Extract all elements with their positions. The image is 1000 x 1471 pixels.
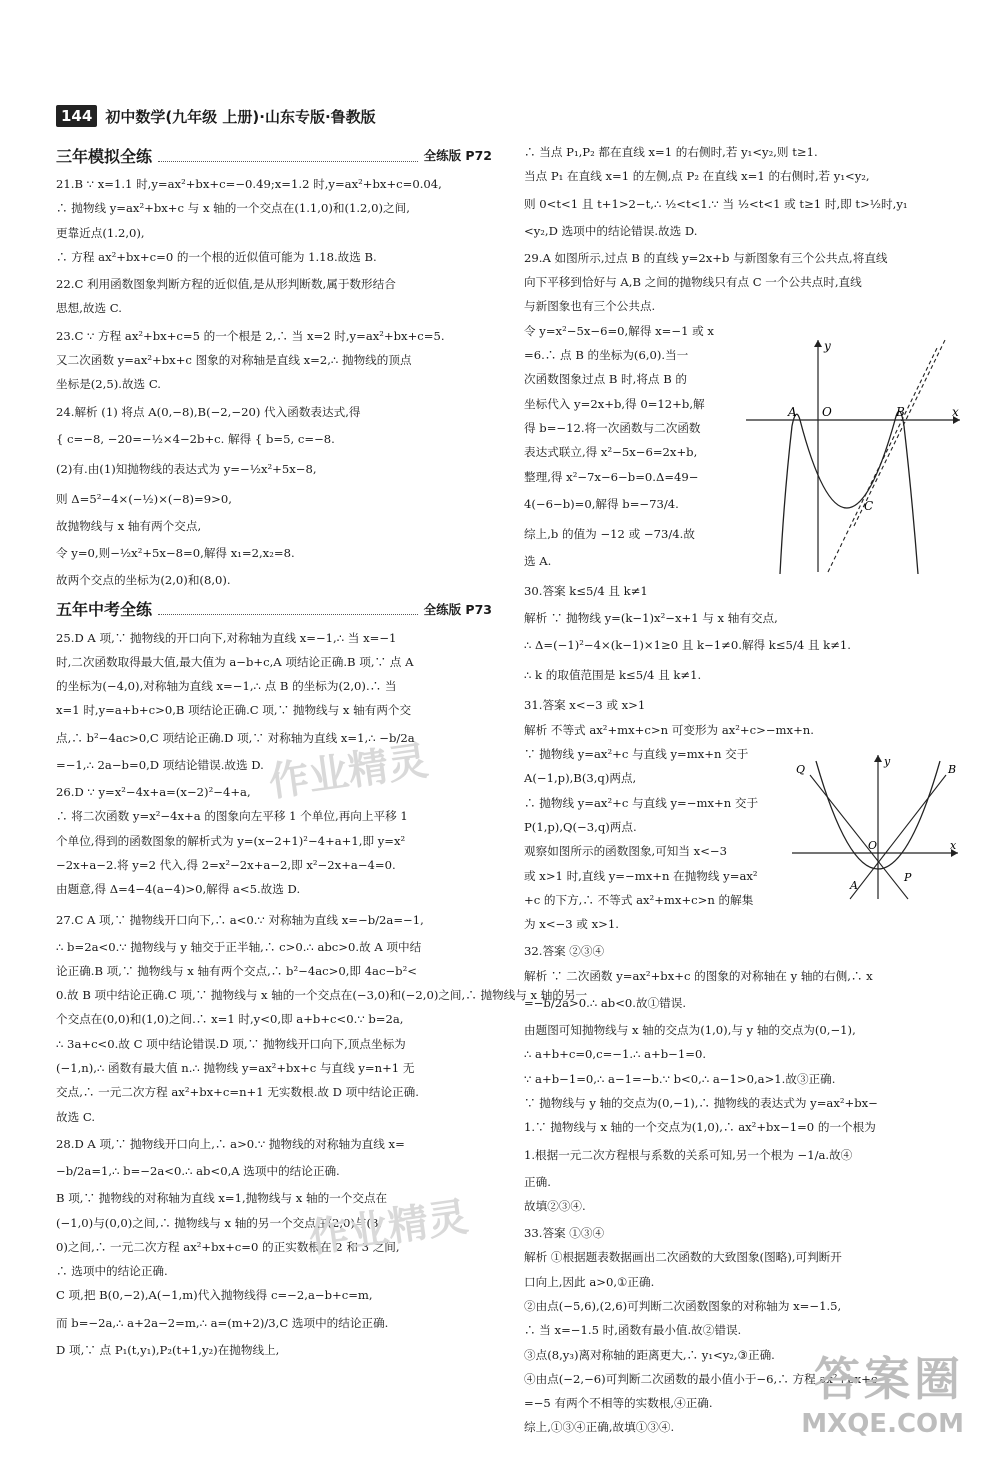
label-b: B	[948, 763, 957, 777]
text-line: 21.B ∵ x=1.1 时,y=ax²+bx+c=−0.49;x=1.2 时,y=ax²+bx+c=0.04,	[56, 177, 442, 191]
text-line: 交点,∴ 一元二次方程 ax²+bx+c=n+1 无实数根.故 D 项中结论正确.	[56, 1085, 419, 1100]
label-y: y	[824, 338, 831, 353]
y-axis-arrow	[814, 340, 822, 347]
problem-22	[56, 272, 492, 321]
problem-24	[56, 400, 492, 593]
text-line: 0)之间,∴ 一元二次方程 ax²+bx+c=0 的正实数根在 2 和 3 之间,	[56, 1239, 400, 1254]
text-line: 30.答案 k≤5/4 且 k≠1	[524, 584, 648, 599]
text-line: 观察如图所示的函数图象,可知当 x<−3	[524, 844, 728, 859]
text-line: 故抛物线与 x 轴有两个交点,	[56, 518, 202, 533]
text-line: 23.C ∵ 方程 ax²+bx+c=5 的一个根是 2,∴ 当 x=2 时,y=ax²+bx+c=5.	[56, 328, 445, 343]
label-y: y	[884, 755, 891, 769]
text-line: 坐标代入 y=2x+b,得 0=12+b,解	[524, 396, 705, 411]
text-line: 故选 C.	[56, 1109, 96, 1124]
site-logo	[801, 1343, 964, 1439]
dotted-leader	[158, 149, 418, 162]
text-line: 解析 不等式 ax²+mx+c>n 可变形为 ax²+c>−mx+n.	[524, 722, 814, 737]
line-q-p	[810, 775, 908, 899]
section-title: 五年中考全练	[56, 600, 153, 620]
text-line: 个单位,得到的函数图象的解析式为 y=(x−2+1)²−4+a+1,即 y=x²	[56, 833, 406, 848]
text-line: 1.∵ 抛物线与 x 轴的一个交点为(1,0),∴ ax²+bx−1=0 的一个根为	[524, 1120, 876, 1135]
text-line: C 项,把 B(0,−2),A(−1,m)代入抛物线得 c=−2,a−b+c=m,	[56, 1288, 373, 1303]
text-line: ∴ b=2a<0.∵ 抛物线与 y 轴交于正半轴,∴ c>0.∴ abc>0.故 A 项中结	[56, 939, 422, 954]
text-line: (2)有.由(1)知抛物线的表达式为 y=−½x²+5x−8,	[56, 461, 317, 476]
text-line: 由题意,得 Δ=4−4(a−4)>0,解得 a<5.故选 D.	[56, 882, 301, 897]
text-line: 综上,b 的值为 −12 或 −73/4.故	[524, 526, 695, 541]
label-o: O	[822, 404, 832, 419]
text-line: 故两个交点的坐标为(2,0)和(8,0).	[56, 573, 231, 588]
text-line: ∴ 方程 ax²+bx+c=0 的一个根的近似值可能为 1.18.故选 B.	[56, 249, 377, 264]
text-line: 25.D A 项,∵ 抛物线的开口向下,对称轴为直线 x=−1,∴ 当 x=−1	[56, 630, 397, 645]
problem-31	[524, 693, 964, 936]
text-line: 33.答案 ①③④	[524, 1226, 605, 1241]
text-line: 个交点在(0,0)和(1,0)之间.∴ x=1 时,y<0,即 a+b+c<0.∵ b=2a,	[56, 1012, 404, 1027]
text-line: 31.答案 x<−3 或 x>1	[524, 698, 646, 713]
text-line: ∴ a+b+c=0,c=−1.∴ a+b−1=0.	[524, 1047, 707, 1062]
text-line: 故填②③④.	[524, 1198, 586, 1213]
label-b: B	[896, 404, 905, 419]
text-line: 1.根据一元二次方程根与系数的关系可知,另一个根为 −1/a.故④	[524, 1147, 853, 1162]
section-header-1	[56, 142, 492, 168]
section-ref: 全练版 P73	[423, 601, 492, 617]
text-line: 29.A 如图所示,过点 B 的直线 y=2x+b 与新图象有三个公共点,将直线	[524, 250, 888, 265]
text-line: ∴ 选项中的结论正确.	[56, 1264, 168, 1279]
text-line: D 项,∵ 点 P₁(t,y₁),P₂(t+1,y₂)在抛物线上,	[56, 1342, 280, 1357]
text-line: ∴ 抛物线 y=ax²+c 与直线 y=−mx+n 交于	[524, 795, 759, 810]
section-header-2	[56, 596, 492, 622]
text-line: 令 y=0,则−½x²+5x−8=0,解得 x₁=2,x₂=8.	[56, 546, 295, 561]
text-line: =−b/2a>0.∴ ab<0.故①错误.	[524, 996, 687, 1011]
text-line: 0.故 B 项中结论正确.C 项,∵ 抛物线与 x 轴的一个交点在(−3,0)和(−2,0)之间,∴ 抛物线与 x 轴的另一	[56, 988, 588, 1003]
text-line: ∴ 抛物线 y=ax²+bx+c 与 x 轴的一个交点在(1.1,0)和(1.2,0)之间,	[56, 201, 410, 216]
text-line: ∵ a+b−1=0,∴ a−1=−b.∵ b<0,∴ a−1>0,a>1.故③正确.	[524, 1071, 836, 1086]
text-line: −2x+a−2.将 y=2 代入,得 2=x²−2x+a−2,即 x²−2x+a−4=0.	[56, 857, 396, 872]
text-line: B 项,∵ 抛物线的对称轴为直线 x=1,抛物线与 x 轴的一个交点在	[56, 1191, 388, 1206]
text-line: 则 0<t<1 且 t+1>2−t,∴ ½<t<1.∵ 当 ½<t<1 或 t≥1 时,即 t>½时,y₁	[524, 196, 908, 211]
logo-text: 答案圈	[814, 1352, 964, 1406]
text-line: { c=−8, −20=−½×4−2b+c. 解得 { b=5, c=−8.	[56, 431, 335, 446]
text-line: 令 y=x²−5x−6=0,解得 x=−1 或 x	[524, 323, 714, 338]
text-line: (−1,0)与(0,0)之间,∴ 抛物线与 x 轴的另一个交点在(2,0)与(3,	[56, 1215, 383, 1230]
text-line: ∴ 当 x=−1.5 时,函数有最小值.故②错误.	[524, 1323, 742, 1338]
book-title: 初中数学(九年级 上册)·山东专版·鲁教版	[105, 107, 376, 126]
section-title: 三年模拟全练	[56, 146, 153, 166]
text-line: 22.C 利用函数图象判断方程的近似值,是从形判断数,属于数形结合	[56, 277, 396, 292]
text-line: =−1,∴ 2a−b=0,D 项结论错误.故选 D.	[56, 757, 264, 772]
text-line: 32.答案 ②③④	[524, 944, 605, 959]
text-line: 当点 P₁ 在直线 x=1 的左侧,点 P₂ 在直线 x=1 的右侧时,若 y₁<y₂,	[524, 169, 870, 184]
graph-problem-31	[792, 753, 962, 903]
text-line: ∵ 抛物线与 y 轴的交点为(0,−1),∴ 抛物线的表达式为 y=ax²+bx−	[524, 1095, 878, 1110]
line-a-b	[850, 775, 946, 899]
text-line: 点,∴ b²−4ac>0,C 项结论正确.D 项,∵ 对称轴为直线 x=1,∴ −b/2a	[56, 730, 415, 745]
problem-32	[524, 939, 964, 1218]
text-line: 26.D ∵ y=x²−4x+a=(x−2)²−4+a,	[56, 785, 251, 800]
text-line: 28.D A 项,∵ 抛物线开口向上,∴ a>0.∵ 抛物线的对称轴为直线 x=	[56, 1136, 405, 1151]
label-c: C	[864, 498, 874, 513]
text-line: 思想,故选 C.	[56, 301, 122, 316]
text-line: ②由点(−5,6),(2,6)可判断二次函数图象的对称轴为 x=−1.5,	[524, 1298, 842, 1313]
text-line: 得 b=−12.将一次函数与二次函数	[524, 420, 701, 435]
text-line: 则 Δ=5²−4×(−½)×(−8)=9>0,	[56, 491, 232, 506]
text-line: 的坐标为(−4,0),对称轴为直线 x=−1,∴ 点 B 的坐标为(2,0).∴ 当	[56, 679, 397, 694]
text-line: x=1 时,y=a+b+c>0,B 项结论正确.C 项,∵ 抛物线与 x 轴有两个交	[56, 703, 412, 718]
text-line: 时,二次函数取得最大值,最大值为 a−b+c,A 项结论正确.B 项,∵ 点 A	[56, 654, 414, 669]
dotted-leader	[158, 602, 418, 615]
watermark: 作业精灵	[265, 737, 431, 806]
label-a: A	[850, 879, 858, 893]
text-line: (−1,n),∴ 函数有最大值 n.∴ 抛物线 y=ax²+bx+c 与直线 y=n+1 无	[56, 1061, 415, 1076]
text-line: 27.C A 项,∵ 抛物线开口向下,∴ a<0.∵ 对称轴为直线 x=−b/2a=−1,	[56, 912, 424, 927]
text-line: =−5 有两个不相等的实数根,④正确.	[524, 1396, 713, 1411]
text-line: 口向上,因此 a>0,①正确.	[524, 1274, 655, 1289]
text-line: <y₂,D 选项中的结论错误.故选 D.	[524, 223, 698, 238]
text-line: 综上,①③④正确,故填①③④.	[524, 1420, 675, 1435]
problem-23	[56, 324, 492, 397]
parabola-left-arm	[780, 426, 792, 574]
problem-29	[524, 246, 964, 573]
y-axis-arrow	[874, 755, 882, 762]
text-line: 24.解析 (1) 将点 A(0,−8),B(−2,−20) 代入函数表达式,得	[56, 404, 361, 419]
text-line: ④由点(−2,−6)可判断二次函数的最小值小于−6,∴ 方程 ax²+bx+c	[524, 1371, 878, 1386]
text-line: ∴ 将二次函数 y=x²−4x+a 的图象向左平移 1 个单位,再向上平移 1	[56, 809, 408, 824]
text-line: ∵ 抛物线 y=ax²+c 与直线 y=mx+n 交于	[524, 747, 749, 762]
text-line: ∴ 3a+c<0.故 C 项中结论错误.D 项,∵ 抛物线开口向下,顶点坐标为	[56, 1036, 406, 1051]
label-x: x	[950, 839, 957, 853]
text-line: 次函数图象过点 B 时,将点 B 的	[524, 372, 687, 387]
label-o: O	[868, 839, 878, 853]
parabola-right-arm	[904, 426, 918, 574]
page-number: 144	[56, 105, 97, 127]
text-line: +c 的下方,∴ 不等式 ax²+mx+c>n 的解集	[524, 892, 754, 907]
text-line: ∴ k 的取值范围是 k≤5/4 且 k≠1.	[524, 668, 702, 683]
text-line: 更靠近点(1.2,0),	[56, 225, 145, 240]
text-line: A(−1,p),B(3,q)两点,	[524, 771, 637, 786]
text-line: ③点(8,y₃)离对称轴的距离更大,∴ y₁<y₂,③正确.	[524, 1347, 775, 1362]
text-line: 解析 ∵ 抛物线 y=(k−1)x²−x+1 与 x 轴有交点,	[524, 611, 778, 626]
text-line: 正确.	[524, 1174, 551, 1189]
text-line: 与新图象也有三个公共点.	[524, 299, 656, 314]
right-column	[524, 140, 964, 1443]
text-line: 或 x>1 时,直线 y=−mx+n 在抛物线 y=ax²	[524, 868, 758, 883]
text-line: 4(−6−b)=0,解得 b=−73/4.	[524, 496, 679, 511]
page-header	[56, 104, 376, 128]
logo-url: MXQE.COM	[801, 1409, 964, 1439]
text-line: 解析 ①根据题表数据画出二次函数的大致图象(图略),可判断开	[524, 1250, 842, 1265]
text-line: 选 A.	[524, 553, 552, 568]
dashed-line-through-b	[854, 338, 946, 526]
problem-28-continued	[524, 140, 964, 243]
text-line: 而 b=−2a,∴ a+2a−2=m,∴ a=(m+2)/3,C 选项中的结论正确.	[56, 1315, 389, 1330]
label-x: x	[952, 404, 959, 419]
label-a: A	[788, 404, 797, 419]
section-ref: 全练版 P72	[423, 148, 492, 163]
label-p: P	[904, 871, 912, 885]
text-line: 为 x<−3 或 x>1.	[524, 917, 619, 932]
text-line: 坐标是(2,5).故选 C.	[56, 377, 161, 392]
text-line: ∴ 当点 P₁,P₂ 都在直线 x=1 的右侧时,若 y₁<y₂,则 t≥1.	[524, 145, 818, 159]
problem-30	[524, 576, 964, 690]
text-line: 解析 ∵ 二次函数 y=ax²+bx+c 的图象的对称轴在 y 轴的右侧,∴ x	[524, 968, 873, 983]
text-line: −b/2a=1,∴ b=−2a<0.∴ ab<0,A 选项中的结论正确.	[56, 1164, 340, 1179]
text-line: ∴ Δ=(−1)²−4×(k−1)×1≥0 且 k−1≠0.解得 k≤5/4 且 k≠1.	[524, 638, 851, 653]
text-line: 整理,得 x²−7x−6−b=0.Δ=49−	[524, 469, 699, 484]
problem-21	[56, 172, 492, 269]
label-q: Q	[796, 763, 806, 777]
text-line: 表达式联立,得 x²−5x−6=2x+b,	[524, 445, 698, 460]
text-line: 向下平移到恰好与 A,B 之间的抛物线只有点 C 一个公共点时,直线	[524, 275, 862, 290]
text-line: =6.∴ 点 B 的坐标为(6,0).当一	[524, 348, 689, 363]
text-line: 又二次函数 y=ax²+bx+c 图象的对称轴是直线 x=2,∴ 抛物线的顶点	[56, 353, 412, 368]
watermark: 作业精灵	[305, 1193, 471, 1262]
text-line: 由题图可知抛物线与 x 轴的交点为(1,0),与 y 轴的交点为(0,−1),	[524, 1023, 856, 1038]
text-line: P(1,p),Q(−3,q)两点.	[524, 819, 637, 834]
text-line: 论正确.B 项,∵ 抛物线与 x 轴有两个交点,∴ b²−4ac>0,即 4ac−b²<	[56, 963, 417, 978]
graph-problem-29	[746, 336, 966, 576]
